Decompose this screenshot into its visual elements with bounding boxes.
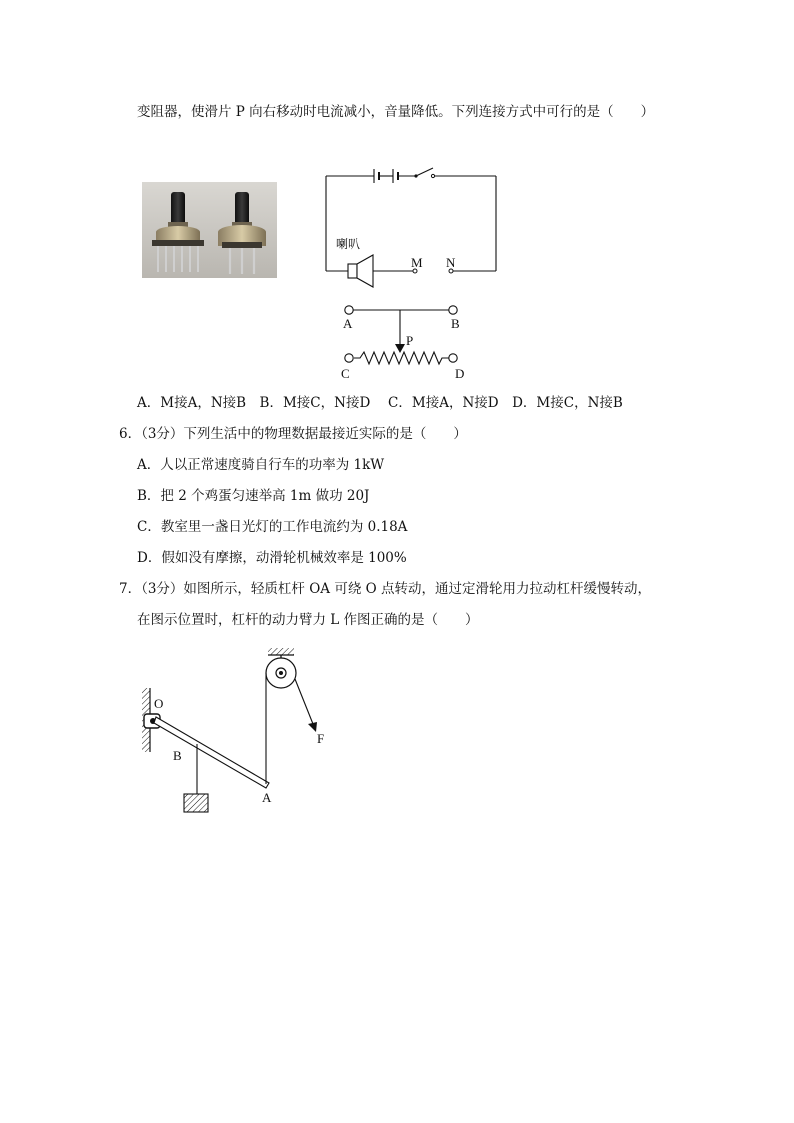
speaker-icon [348,255,373,287]
switch-blade [416,168,433,176]
q6-option-d: D．假如没有摩擦，动滑轮机械效率是 100% [137,550,407,566]
circuit-diagram [318,160,508,385]
terminal-b [449,306,457,314]
label-d: D [455,366,465,381]
label-o: O [154,696,164,711]
potentiometer-photo [142,182,277,278]
speaker-label: 喇叭 [336,237,361,251]
weight-block [184,794,208,812]
q7-stem-line2: 在图示位置时，杠杆的动力臂力 L 作图正确的是（ ） [137,612,479,628]
label-b: B [173,748,182,763]
label-a: A [262,790,272,805]
terminal-d [449,354,457,362]
q5-options: A．M接A，N接B B．M接C，N接D C．M接A，N接D D．M接C，N接B [137,395,623,411]
q6-option-a: A．人以正常速度骑自行车的功率为 1kW [137,457,385,473]
rope-right [295,679,313,724]
q6-option-b: B．把 2 个鸡蛋匀速举高 1m 做功 20J [137,488,370,504]
q7-stem-line1: 7．（3分）如图所示，轻质杠杆 OA 可绕 O 点转动，通过定滑轮用力拉动杠杆缓慢转动， [119,581,651,597]
q6-stem: 6．（3分）下列生活中的物理数据最接近实际的是（ ） [119,426,467,442]
terminal-n-label: N [446,255,456,270]
q5-stem-continuation: 变阻器，使滑片 P 向右移动时电流减小，音量降低。下列连接方式中可行的是（ ） [137,104,655,120]
q6-option-c: C．教室里一盏日光灯的工作电流约为 0.18A [137,519,408,535]
terminal-m-label: M [411,255,423,270]
slider-arrow-icon [395,344,405,353]
lever-pulley-diagram [136,642,336,820]
label-f: F [317,731,325,746]
label-c: C [341,366,350,381]
label-p: P [406,333,414,348]
force-arrow-icon [308,722,317,732]
terminal-a [345,306,353,314]
terminal-c [345,354,353,362]
label-a: A [343,316,353,331]
rheostat-symbol [353,310,449,364]
ceiling [268,648,294,655]
label-b: B [451,316,460,331]
lever-oa [154,717,269,788]
